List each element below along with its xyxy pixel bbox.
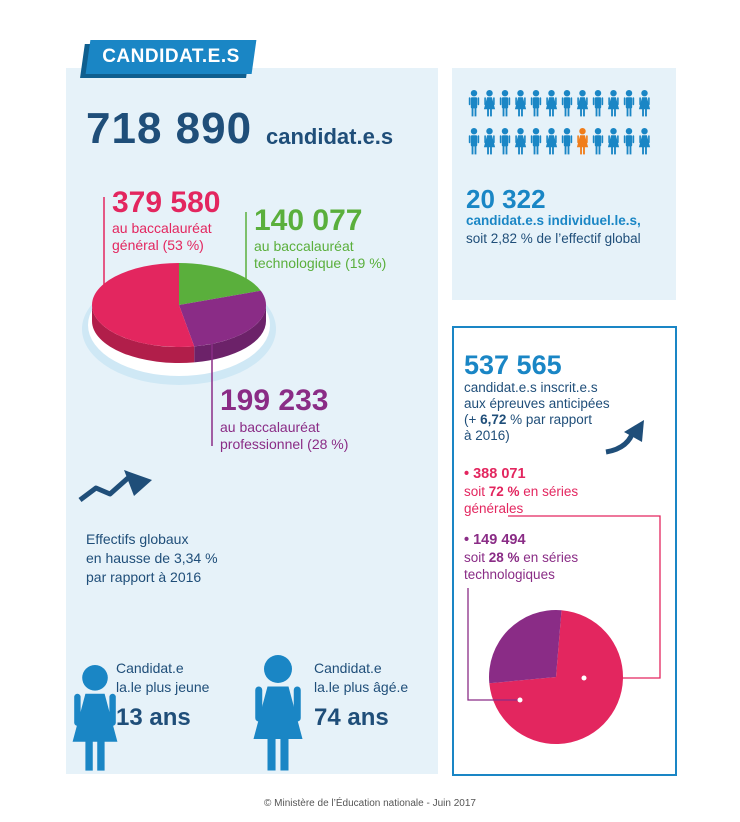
series-tech-post: en séries — [519, 550, 579, 565]
pie2-slice-techno — [489, 610, 562, 683]
growth-line-3: par rapport à 2016 — [86, 569, 202, 585]
leader-series-tech-dot — [518, 698, 523, 703]
anticipated-line-4: à 2016) — [464, 428, 510, 443]
series-gen-value: • 388 071 — [464, 466, 526, 482]
growth-arrow-icon — [80, 478, 128, 500]
anticipated-line-2: aux épreuves anticipées — [464, 396, 610, 411]
series-gen-post: en séries — [519, 484, 579, 499]
pictogram-person-icon-10 — [624, 90, 634, 116]
youngest-person-icon — [73, 665, 118, 771]
pictogram-person-icon-11 — [639, 90, 650, 116]
footer: © Ministère de l’Éducation nationale - Juin 2017 — [264, 798, 476, 809]
general-label-2: général (53 %) — [112, 237, 204, 253]
pictogram-person-icon-0 — [469, 90, 479, 116]
section-tag-label: CANDIDAT.E.S — [102, 46, 240, 67]
pictogram-person-icon-16 — [531, 128, 541, 154]
youngest-line-2: la.le plus jeune — [116, 679, 210, 695]
pictogram-person-icon-4 — [531, 90, 541, 116]
pictogram-person-icon-9 — [608, 90, 619, 116]
pictogram-person-icon-13 — [484, 128, 495, 154]
individual-value: 20 322 — [466, 184, 546, 214]
series-gen-line-2: générales — [464, 501, 524, 516]
series-tech-pct: 28 % — [488, 550, 520, 565]
series-gen-line-1 — [464, 484, 578, 501]
pictogram-person-icon-21 — [608, 128, 619, 154]
anticipated-line-3 — [464, 412, 592, 429]
oldest-age: 74 ans — [314, 704, 389, 731]
pro-label-2: professionnel (28 %) — [220, 436, 349, 452]
pictogram-person-icon-6 — [562, 90, 572, 116]
oldest-line-2: la.le plus âgé.e — [314, 679, 409, 695]
oldest-line-1: Candidat.e — [314, 660, 382, 676]
anticipated-increase: 6,72 — [480, 412, 507, 427]
pro-label-1: au baccalauréat — [220, 419, 320, 435]
pictogram-person-icon-18 — [562, 128, 572, 154]
oldest-person-icon — [254, 655, 303, 771]
growth-line-2: en hausse de 3,34 % — [86, 550, 218, 566]
series-tech-line-1 — [464, 550, 578, 567]
pictogram-person-icon-1 — [484, 90, 495, 116]
anticipated-value: 537 565 — [464, 350, 562, 380]
series-tech-value: • 149 494 — [464, 532, 526, 548]
individual-line-2: soit 2,82 % de l’effectif global — [466, 231, 641, 246]
general-value: 379 580 — [112, 186, 221, 219]
total-label: candidat.e.s — [266, 124, 394, 149]
series-tech-line-2: technologiques — [464, 567, 555, 582]
pictogram-person-icon-17 — [546, 128, 557, 154]
pictogram-person-icon-22 — [624, 128, 634, 154]
anticipated-line-3-post: % par rapport — [506, 412, 592, 427]
techno-value: 140 077 — [254, 204, 363, 237]
pro-value: 199 233 — [220, 384, 329, 417]
techno-label-1: au baccalauréat — [254, 238, 354, 254]
pictogram-person-icon-2 — [500, 90, 510, 116]
pictogram-person-icon-15 — [515, 128, 526, 154]
individual-line-1: candidat.e.s individuel.le.s, — [466, 213, 641, 228]
growth-line-1: Effectifs globaux — [86, 531, 189, 547]
youngest-line-1: Candidat.e — [116, 660, 184, 676]
growth-arrowhead-icon — [124, 470, 152, 496]
leader-series-gen-dot — [582, 676, 587, 681]
pictogram-person-icon-14 — [500, 128, 510, 154]
series-gen-pre: soit — [464, 484, 489, 499]
pictogram-person-icon-8 — [593, 90, 603, 116]
pictogram-person-icon-23 — [639, 128, 650, 154]
series-gen-pct: 72 % — [488, 484, 520, 499]
pictogram-person-icon-19 — [577, 128, 588, 154]
pictogram-person-icon-7 — [577, 90, 588, 116]
pictogram-person-icon-3 — [515, 90, 526, 116]
anticipated-line-1: candidat.e.s inscrit.e.s — [464, 380, 598, 395]
anticipated-line-3-pre: (+ — [464, 412, 481, 427]
general-label-1: au baccalauréat — [112, 220, 212, 236]
pictogram-person-icon-20 — [593, 128, 603, 154]
series-tech-pre: soit — [464, 550, 489, 565]
youngest-age: 13 ans — [116, 704, 191, 731]
pictogram-person-icon-12 — [469, 128, 479, 154]
techno-label-2: technologique (19 %) — [254, 255, 387, 271]
pictogram-person-icon-5 — [546, 90, 557, 116]
total-value: 718 890 — [86, 104, 253, 153]
